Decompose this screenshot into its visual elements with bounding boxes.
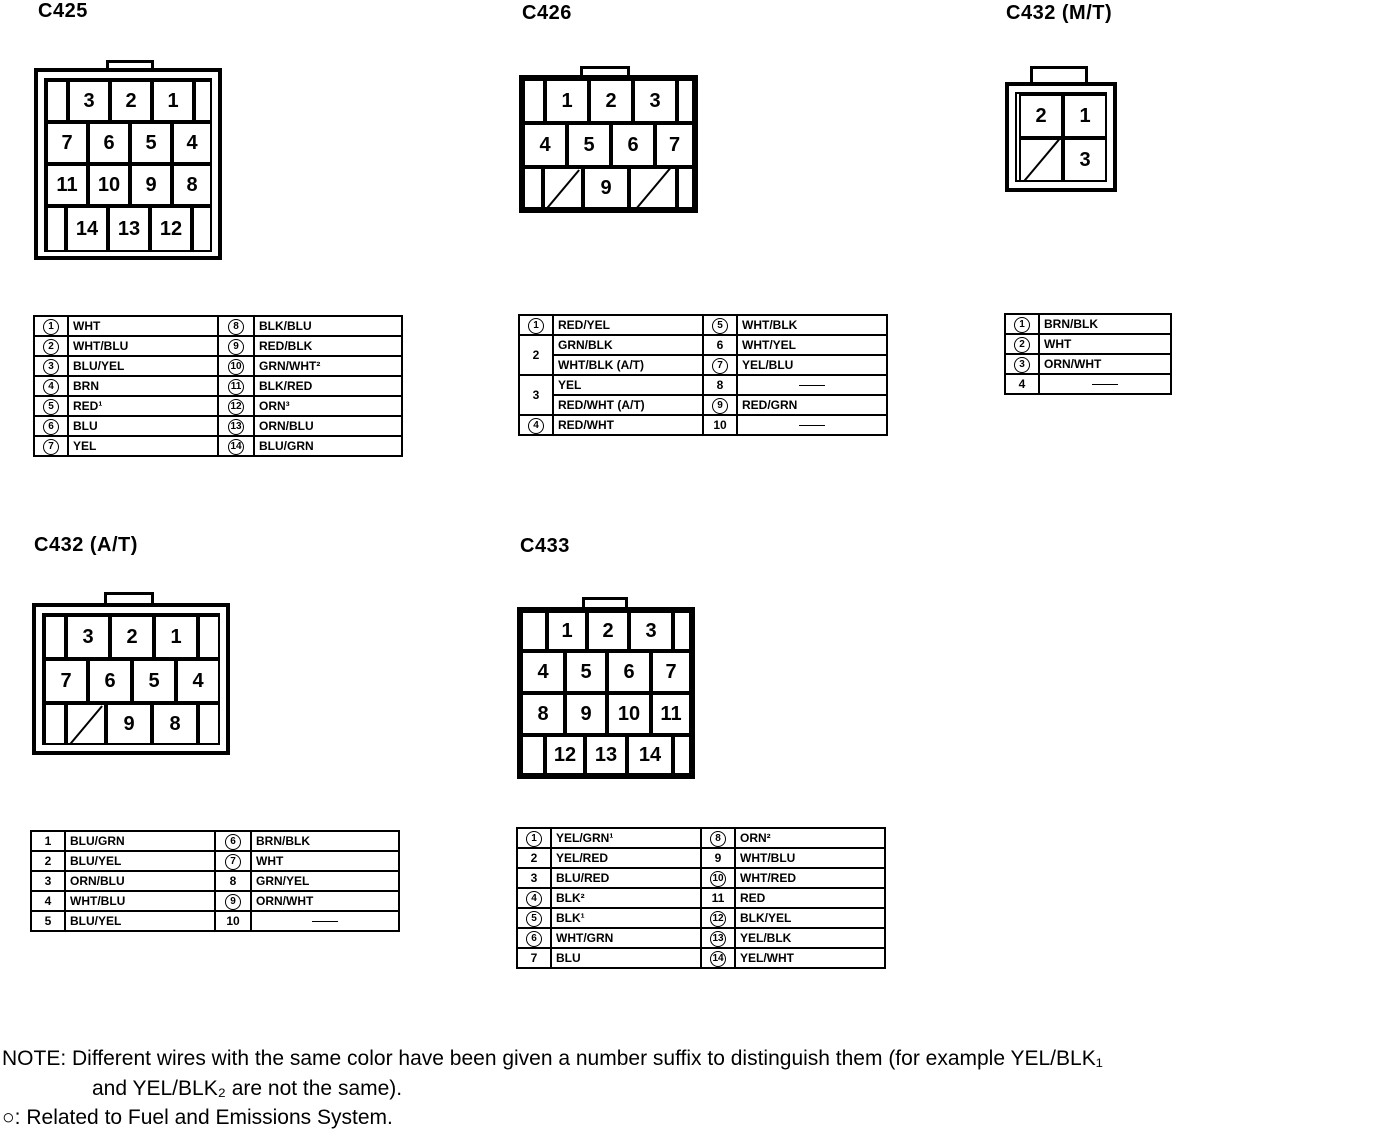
wire-table-wire-color bbox=[737, 375, 887, 395]
c433-pin: 10 bbox=[607, 693, 651, 735]
wire-table-wire-color: RED/YEL bbox=[553, 315, 703, 335]
wire-table-wire-color: WHT/YEL bbox=[737, 335, 887, 355]
wire-table-wire-color: WHT/BLK (A/T) bbox=[553, 355, 703, 375]
c425-pin: 11 bbox=[46, 164, 88, 206]
wire-table-cavity-number: 6 bbox=[215, 831, 251, 851]
c426-pin: 3 bbox=[633, 79, 677, 123]
table-row bbox=[517, 828, 885, 848]
c432at-pin: 4 bbox=[176, 659, 220, 703]
wire-table-cavity-number: 10 bbox=[215, 911, 251, 931]
wire-table-cavity-number: 9 bbox=[701, 848, 735, 868]
table-row bbox=[31, 851, 399, 871]
table-row bbox=[519, 355, 887, 375]
c425-title: C425 bbox=[38, 0, 88, 22]
wire-table-wire-color: RED bbox=[735, 888, 885, 908]
wire-table-wire-color: BLU/YEL bbox=[65, 851, 215, 871]
c425-pin: 4 bbox=[172, 122, 212, 164]
note-line-2: and YEL/BLK₂ are not the same). bbox=[92, 1077, 403, 1100]
c432at-pin: 6 bbox=[88, 659, 132, 703]
c433-connector bbox=[517, 607, 695, 779]
table-row bbox=[1005, 374, 1171, 394]
wire-table-wire-color: BLU bbox=[68, 416, 218, 436]
wire-table-wire-color: YEL/WHT bbox=[735, 948, 885, 968]
wire-table-cavity-number: 9 bbox=[218, 336, 254, 356]
wire-table-wire-color: WHT bbox=[68, 316, 218, 336]
c425-pin: 14 bbox=[66, 206, 108, 252]
wire-table-wire-color: GRN/BLK bbox=[553, 335, 703, 355]
wire-table-cavity-number: 2 bbox=[1005, 334, 1039, 354]
unused-dash bbox=[799, 385, 825, 386]
wire-table-cavity-number: 4 bbox=[31, 891, 65, 911]
wire-table-cavity-number: 2 bbox=[519, 335, 553, 375]
wire-table-cavity-number: 12 bbox=[701, 908, 735, 928]
table-row bbox=[1005, 334, 1171, 354]
wire-table-cavity-number: 2 bbox=[517, 848, 551, 868]
table-row bbox=[1005, 354, 1171, 374]
wire-table-wire-color: GRN/YEL bbox=[251, 871, 399, 891]
wire-table-wire-color: ORN/BLU bbox=[65, 871, 215, 891]
wire-table-cavity-number: 5 bbox=[517, 908, 551, 928]
c433-pin: 11 bbox=[651, 693, 691, 735]
c425-pin: 9 bbox=[130, 164, 172, 206]
c433-pin: 4 bbox=[521, 651, 565, 693]
wire-table-wire-color: BLK² bbox=[551, 888, 701, 908]
wire-table-cavity-number: 6 bbox=[703, 335, 737, 355]
c432mt-blank-cavity bbox=[1019, 138, 1063, 182]
wire-table-cavity-number: 5 bbox=[31, 911, 65, 931]
wire-table-cavity-number: 6 bbox=[517, 928, 551, 948]
c426-pin: 1 bbox=[545, 79, 589, 123]
c432at-blank-cavity bbox=[66, 703, 106, 745]
c426-blank-cavity bbox=[629, 167, 677, 209]
wire-table-wire-color: WHT/RED bbox=[735, 868, 885, 888]
wire-table-wire-color: YEL/RED bbox=[551, 848, 701, 868]
table-row bbox=[519, 415, 887, 435]
wire-table-wire-color: WHT/GRN bbox=[551, 928, 701, 948]
wire-table-cavity-number: 11 bbox=[218, 376, 254, 396]
wire-table-cavity-number: 13 bbox=[218, 416, 254, 436]
table-row bbox=[517, 868, 885, 888]
c433-pin: 3 bbox=[629, 611, 673, 651]
wire-table-cavity-number: 14 bbox=[701, 948, 735, 968]
unused-dash bbox=[799, 425, 825, 426]
wire-table-cavity-number: 10 bbox=[703, 415, 737, 435]
c432at-title: C432 (A/T) bbox=[34, 534, 138, 556]
c426-connector bbox=[519, 75, 698, 213]
wire-table-cavity-number: 1 bbox=[31, 831, 65, 851]
wire-table-wire-color: YEL bbox=[553, 375, 703, 395]
wire-table-wire-color: RED/WHT bbox=[553, 415, 703, 435]
wire-table-wire-color: ORN² bbox=[735, 828, 885, 848]
c433-pin: 14 bbox=[627, 735, 673, 775]
wire-table-wire-color bbox=[737, 415, 887, 435]
wire-table-wire-color: ORN/WHT bbox=[1039, 354, 1171, 374]
wire-table-wire-color: YEL/BLU bbox=[737, 355, 887, 375]
wire-table-cavity-number: 12 bbox=[218, 396, 254, 416]
c433-pin: 6 bbox=[607, 651, 651, 693]
wire-table-cavity-number: 5 bbox=[34, 396, 68, 416]
table-row bbox=[1005, 314, 1171, 334]
c432at-pin: 1 bbox=[154, 615, 198, 659]
wire-table-cavity-number: 3 bbox=[517, 868, 551, 888]
c433-pin: 12 bbox=[545, 735, 585, 775]
table-row bbox=[519, 315, 887, 335]
table-row bbox=[34, 416, 402, 436]
table-row bbox=[519, 395, 887, 415]
wire-table-wire-color: BRN bbox=[68, 376, 218, 396]
c432at-pin: 9 bbox=[106, 703, 152, 745]
wire-table-wire-color: YEL/BLK bbox=[735, 928, 885, 948]
wire-table-cavity-number: 7 bbox=[703, 355, 737, 375]
c425-pin: 5 bbox=[130, 122, 172, 164]
wire-table-wire-color: RED/WHT (A/T) bbox=[553, 395, 703, 415]
table-row bbox=[34, 396, 402, 416]
table-row bbox=[519, 335, 887, 355]
wire-table-cavity-number: 1 bbox=[519, 315, 553, 335]
wire-table-cavity-number: 1 bbox=[517, 828, 551, 848]
wire-table-cavity-number: 10 bbox=[701, 868, 735, 888]
c425-pin: 7 bbox=[46, 122, 88, 164]
table-row bbox=[31, 911, 399, 931]
c432mt-title: C432 (M/T) bbox=[1006, 2, 1113, 24]
c432at-pin: 5 bbox=[132, 659, 176, 703]
wire-table-wire-color: YEL/GRN¹ bbox=[551, 828, 701, 848]
wire-table-cavity-number: 2 bbox=[31, 851, 65, 871]
wire-table-cavity-number: 3 bbox=[31, 871, 65, 891]
wire-table-cavity-number: 8 bbox=[215, 871, 251, 891]
c426-pin: 9 bbox=[583, 167, 629, 209]
wire-table-wire-color: WHT/BLU bbox=[68, 336, 218, 356]
wire-table-wire-color: BRN/BLK bbox=[1039, 314, 1171, 334]
table-row bbox=[519, 375, 887, 395]
wire-table-cavity-number: 9 bbox=[215, 891, 251, 911]
wire-table-wire-color: BLU/YEL bbox=[68, 356, 218, 376]
wire-table-wire-color: WHT/BLK bbox=[737, 315, 887, 335]
unused-dash bbox=[312, 921, 338, 922]
unused-dash bbox=[1092, 384, 1118, 385]
c433-pin: 13 bbox=[585, 735, 627, 775]
c432at-pin: 7 bbox=[44, 659, 88, 703]
wire-table-wire-color: WHT bbox=[1039, 334, 1171, 354]
wire-table-cavity-number: 6 bbox=[34, 416, 68, 436]
wire-table-wire-color bbox=[251, 911, 399, 931]
c432mt-pin: 1 bbox=[1063, 94, 1107, 138]
c425-pin: 13 bbox=[108, 206, 150, 252]
wire-table-cavity-number: 11 bbox=[701, 888, 735, 908]
table-row bbox=[34, 336, 402, 356]
c425-connector bbox=[34, 68, 222, 260]
wire-table-wire-color: BLU bbox=[551, 948, 701, 968]
c426-blank-cavity bbox=[543, 167, 583, 209]
wire-table-cavity-number: 3 bbox=[1005, 354, 1039, 374]
c433-pin: 8 bbox=[521, 693, 565, 735]
wire-table-wire-color: RED/BLK bbox=[254, 336, 402, 356]
wire-table-cavity-number: 5 bbox=[703, 315, 737, 335]
wire-table-wire-color: BLU/GRN bbox=[254, 436, 402, 456]
c433-pin: 1 bbox=[547, 611, 587, 651]
c425-pin: 12 bbox=[150, 206, 192, 252]
table-row bbox=[31, 831, 399, 851]
wire-table-wire-color: ORN/BLU bbox=[254, 416, 402, 436]
c432mt-connector bbox=[1005, 82, 1117, 192]
wire-table-cavity-number: 1 bbox=[34, 316, 68, 336]
c432at-pin: 8 bbox=[152, 703, 198, 745]
table-row bbox=[517, 908, 885, 928]
note-line-1: NOTE: Different wires with the same color have been given a number suffix to distinguish them (for example YEL/BLK₁ bbox=[2, 1047, 1103, 1070]
wire-table-wire-color: GRN/WHT² bbox=[254, 356, 402, 376]
c433-pin: 7 bbox=[651, 651, 691, 693]
wire-table-cavity-number: 8 bbox=[703, 375, 737, 395]
c426-pin: 7 bbox=[655, 123, 694, 167]
wire-table-wire-color: ORN³ bbox=[254, 396, 402, 416]
wire-table-cavity-number: 2 bbox=[34, 336, 68, 356]
wire-table-cavity-number: 7 bbox=[34, 436, 68, 456]
table-row bbox=[34, 356, 402, 376]
wire-table-wire-color: RED/GRN bbox=[737, 395, 887, 415]
wire-table-cavity-number: 14 bbox=[218, 436, 254, 456]
table-row bbox=[517, 848, 885, 868]
wire-table-wire-color: WHT/BLU bbox=[735, 848, 885, 868]
wire-table-wire-color: BRN/BLK bbox=[251, 831, 399, 851]
c425-pin: 10 bbox=[88, 164, 130, 206]
wire-table-wire-color: WHT bbox=[251, 851, 399, 871]
wire-table-cavity-number: 4 bbox=[519, 415, 553, 435]
wire-table-wire-color: BLK/BLU bbox=[254, 316, 402, 336]
c432at-wire-table bbox=[30, 830, 400, 932]
wire-table-cavity-number: 4 bbox=[34, 376, 68, 396]
wire-table-cavity-number: 8 bbox=[701, 828, 735, 848]
wire-table-cavity-number: 9 bbox=[703, 395, 737, 415]
table-row bbox=[31, 891, 399, 911]
wire-table-cavity-number: 8 bbox=[218, 316, 254, 336]
table-row bbox=[34, 316, 402, 336]
wire-table-cavity-number: 7 bbox=[517, 948, 551, 968]
c425-pin: 1 bbox=[152, 80, 194, 122]
table-row bbox=[517, 888, 885, 908]
wire-table-cavity-number: 4 bbox=[1005, 374, 1039, 394]
wire-table-wire-color: BLK¹ bbox=[551, 908, 701, 928]
c426-title: C426 bbox=[522, 2, 572, 24]
c425-pin: 6 bbox=[88, 122, 130, 164]
c425-pin: 8 bbox=[172, 164, 212, 206]
wire-table-wire-color: WHT/BLU bbox=[65, 891, 215, 911]
wire-table-wire-color: BLK/RED bbox=[254, 376, 402, 396]
wire-table-wire-color bbox=[1039, 374, 1171, 394]
wire-table-wire-color: RED¹ bbox=[68, 396, 218, 416]
table-row bbox=[517, 948, 885, 968]
c426-pin: 5 bbox=[567, 123, 611, 167]
c426-wire-table bbox=[518, 314, 888, 436]
c432at-connector bbox=[32, 603, 230, 755]
c426-pin: 6 bbox=[611, 123, 655, 167]
c433-pin: 5 bbox=[565, 651, 607, 693]
c425-pin: 2 bbox=[110, 80, 152, 122]
c426-pin: 4 bbox=[523, 123, 567, 167]
c433-title: C433 bbox=[520, 535, 570, 557]
c432mt-pin: 2 bbox=[1019, 94, 1063, 138]
c425-wire-table bbox=[33, 315, 403, 457]
c425-pin: 3 bbox=[68, 80, 110, 122]
wire-table-wire-color: ORN/WHT bbox=[251, 891, 399, 911]
c432at-pin: 3 bbox=[66, 615, 110, 659]
c433-pin: 9 bbox=[565, 693, 607, 735]
wire-table-wire-color: BLK/YEL bbox=[735, 908, 885, 928]
table-row bbox=[34, 436, 402, 456]
note-legend: ○: Related to Fuel and Emissions System. bbox=[2, 1106, 393, 1129]
wire-table-cavity-number: 1 bbox=[1005, 314, 1039, 334]
wire-table-cavity-number: 3 bbox=[519, 375, 553, 415]
table-row bbox=[517, 928, 885, 948]
table-row bbox=[34, 376, 402, 396]
wire-table-wire-color: BLU/YEL bbox=[65, 911, 215, 931]
c433-pin: 2 bbox=[587, 611, 629, 651]
wire-table-cavity-number: 10 bbox=[218, 356, 254, 376]
wire-table-cavity-number: 4 bbox=[517, 888, 551, 908]
table-row bbox=[31, 871, 399, 891]
wire-table-cavity-number: 7 bbox=[215, 851, 251, 871]
c432mt-pin: 3 bbox=[1063, 138, 1107, 182]
wire-table-wire-color: BLU/RED bbox=[551, 868, 701, 888]
c433-wire-table bbox=[516, 827, 886, 969]
wire-table-wire-color: BLU/GRN bbox=[65, 831, 215, 851]
c432mt-wire-table bbox=[1004, 313, 1172, 395]
c426-pin: 2 bbox=[589, 79, 633, 123]
c432at-pin: 2 bbox=[110, 615, 154, 659]
wire-table-cavity-number: 3 bbox=[34, 356, 68, 376]
wire-table-cavity-number: 13 bbox=[701, 928, 735, 948]
wire-table-wire-color: YEL bbox=[68, 436, 218, 456]
